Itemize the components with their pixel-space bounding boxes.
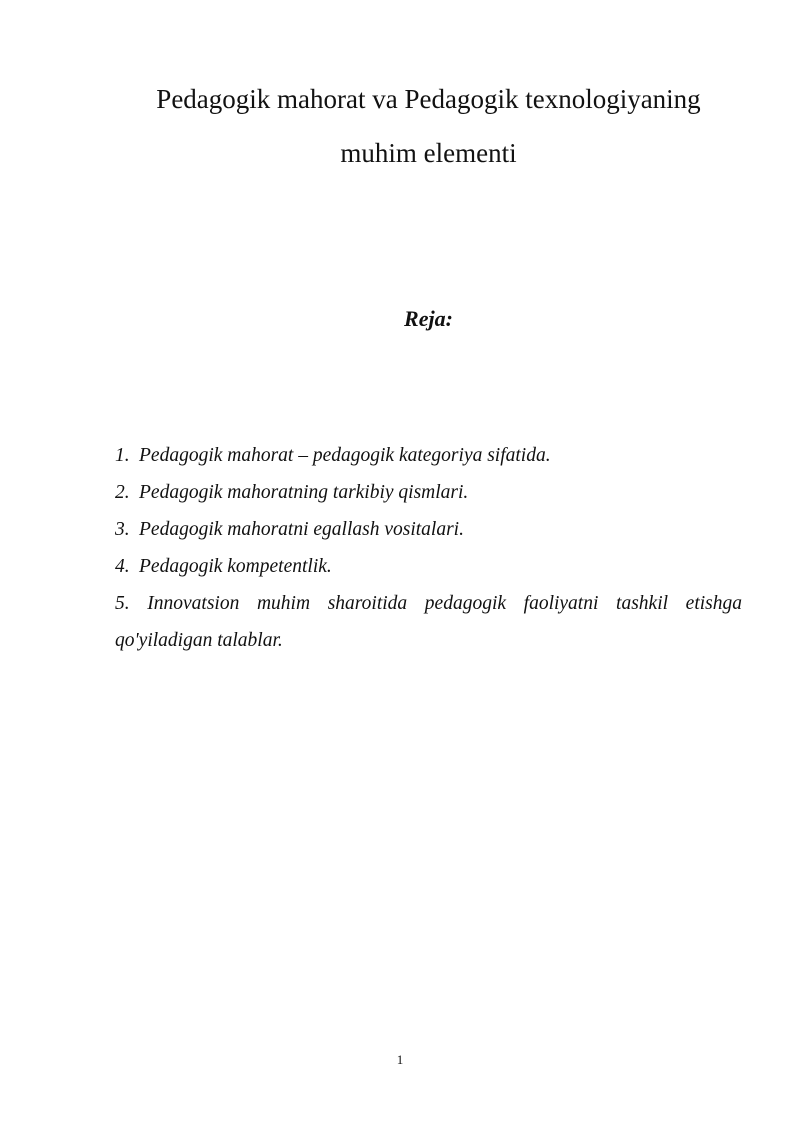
title-line-2: muhim elementi (340, 138, 517, 168)
plan-item-text: Innovatsion muhim sharoitida pedagogik faoliyatni tashkil etishga qo'yiladigan talablar. (115, 593, 742, 651)
plan-item-text: Pedagogik mahoratning tarkibiy qismlari. (139, 482, 469, 503)
plan-item-text: Pedagogik mahoratni egallash vositalari. (139, 519, 464, 540)
plan-item-number: 1. (115, 445, 130, 466)
plan-heading: Reja: (404, 306, 453, 331)
plan-list (115, 437, 742, 659)
plan-item-number: 5. (115, 593, 130, 614)
plan-item-text: Pedagogik mahorat – pedagogik kategoriya sifatida. (139, 445, 551, 466)
plan-item-number: 4. (115, 556, 130, 577)
page-number: 1 (396, 1052, 404, 1067)
plan-item (115, 548, 742, 585)
plan-item (115, 585, 742, 659)
plan-item-number: 3. (115, 519, 130, 540)
plan-item (115, 511, 742, 548)
document-title (115, 72, 742, 180)
plan-item (115, 474, 742, 511)
title-line-1: Pedagogik mahorat va Pedagogik texnologiyaning (156, 84, 701, 114)
plan-item (115, 437, 742, 474)
plan-item-number: 2. (115, 482, 130, 503)
plan-item-text: Pedagogik kompetentlik. (139, 556, 332, 577)
